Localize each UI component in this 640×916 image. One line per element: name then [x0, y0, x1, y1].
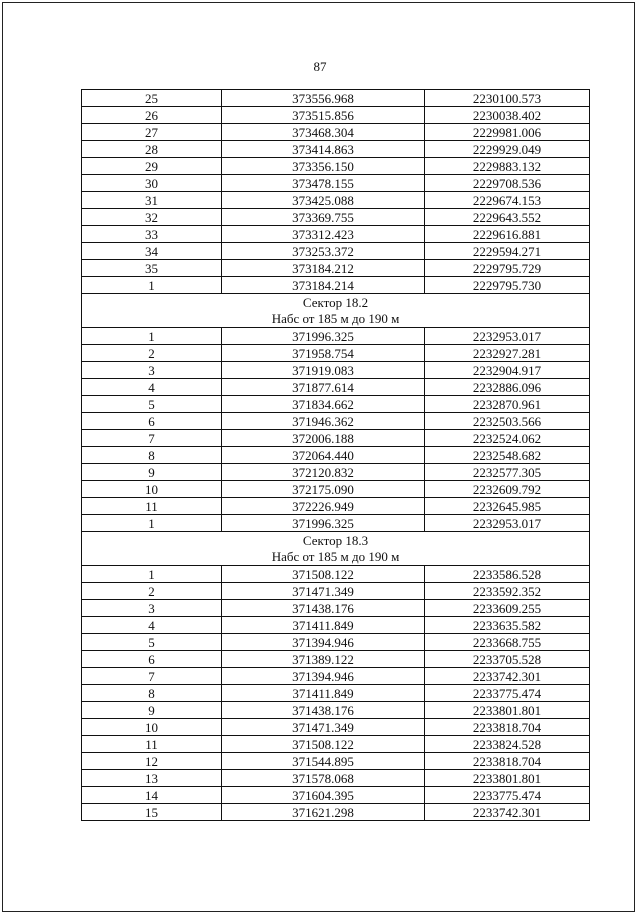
coordinates-table-body — [82, 90, 590, 821]
x-coordinate-cell: 373468.304 — [222, 124, 425, 141]
table-row — [82, 209, 590, 226]
point-number-cell: 1 — [82, 566, 222, 583]
x-coordinate-cell: 372226.949 — [222, 498, 425, 515]
x-coordinate-cell: 371919.083 — [222, 362, 425, 379]
sector-depth-range: Набс от 185 м до 190 м — [271, 310, 400, 326]
table-row — [82, 668, 590, 685]
table-row — [82, 685, 590, 702]
table-row — [82, 158, 590, 175]
sector-depth-range: Набс от 185 м до 190 м — [271, 548, 400, 564]
x-coordinate-cell: 371877.614 — [222, 379, 425, 396]
x-coordinate-cell: 371604.395 — [222, 787, 425, 804]
point-number-cell: 8 — [82, 685, 222, 702]
y-coordinate-cell: 2233592.352 — [425, 583, 590, 600]
x-coordinate-cell: 371578.068 — [222, 770, 425, 787]
y-coordinate-cell: 2229594.271 — [425, 243, 590, 260]
x-coordinate-cell: 371438.176 — [222, 600, 425, 617]
y-coordinate-cell: 2233818.704 — [425, 719, 590, 736]
x-coordinate-cell: 371394.946 — [222, 634, 425, 651]
y-coordinate-cell: 2229643.552 — [425, 209, 590, 226]
x-coordinate-cell: 373425.088 — [222, 192, 425, 209]
y-coordinate-cell: 2232524.062 — [425, 430, 590, 447]
y-coordinate-cell: 2233609.255 — [425, 600, 590, 617]
y-coordinate-cell: 2232904.917 — [425, 362, 590, 379]
y-coordinate-cell: 2232870.961 — [425, 396, 590, 413]
table-row — [82, 124, 590, 141]
table-row — [82, 447, 590, 464]
point-number-cell: 1 — [82, 328, 222, 345]
x-coordinate-cell: 371834.662 — [222, 396, 425, 413]
point-number-cell: 8 — [82, 447, 222, 464]
x-coordinate-cell: 371996.325 — [222, 515, 425, 532]
point-number-cell: 1 — [82, 277, 222, 294]
point-number-cell: 12 — [82, 753, 222, 770]
table-row — [82, 651, 590, 668]
table-row — [82, 515, 590, 532]
y-coordinate-cell: 2233775.474 — [425, 685, 590, 702]
x-coordinate-cell: 372006.188 — [222, 430, 425, 447]
sector-title: Сектор 18.3 — [302, 532, 369, 548]
sector-header-cell — [82, 294, 590, 328]
table-row — [82, 226, 590, 243]
table-row — [82, 736, 590, 753]
table-row — [82, 600, 590, 617]
point-number-cell: 30 — [82, 175, 222, 192]
table-row — [82, 396, 590, 413]
point-number-cell: 6 — [82, 413, 222, 430]
x-coordinate-cell: 373414.863 — [222, 141, 425, 158]
x-coordinate-cell: 373369.755 — [222, 209, 425, 226]
table-row — [82, 498, 590, 515]
point-number-cell: 10 — [82, 481, 222, 498]
x-coordinate-cell: 371958.754 — [222, 345, 425, 362]
point-number-cell: 3 — [82, 600, 222, 617]
table-row — [82, 107, 590, 124]
table-row — [82, 583, 590, 600]
y-coordinate-cell: 2233742.301 — [425, 668, 590, 685]
table-row — [82, 141, 590, 158]
x-coordinate-cell: 371411.849 — [222, 685, 425, 702]
point-number-cell: 9 — [82, 702, 222, 719]
y-coordinate-cell: 2233742.301 — [425, 804, 590, 821]
y-coordinate-cell: 2229708.536 — [425, 175, 590, 192]
table-row — [82, 770, 590, 787]
point-number-cell: 26 — [82, 107, 222, 124]
point-number-cell: 4 — [82, 379, 222, 396]
table-row — [82, 90, 590, 107]
x-coordinate-cell: 373253.372 — [222, 243, 425, 260]
table-row — [82, 260, 590, 277]
y-coordinate-cell: 2233824.528 — [425, 736, 590, 753]
x-coordinate-cell: 371621.298 — [222, 804, 425, 821]
point-number-cell: 35 — [82, 260, 222, 277]
x-coordinate-cell: 371394.946 — [222, 668, 425, 685]
point-number-cell: 13 — [82, 770, 222, 787]
point-number-cell: 25 — [82, 90, 222, 107]
y-coordinate-cell: 2232503.566 — [425, 413, 590, 430]
coordinates-table — [81, 89, 590, 821]
x-coordinate-cell: 371996.325 — [222, 328, 425, 345]
point-number-cell: 15 — [82, 804, 222, 821]
y-coordinate-cell: 2229616.881 — [425, 226, 590, 243]
point-number-cell: 29 — [82, 158, 222, 175]
table-row — [82, 379, 590, 396]
table-row — [82, 277, 590, 294]
point-number-cell: 2 — [82, 345, 222, 362]
table-row — [82, 345, 590, 362]
x-coordinate-cell: 372064.440 — [222, 447, 425, 464]
table-row — [82, 243, 590, 260]
x-coordinate-cell: 373556.968 — [222, 90, 425, 107]
point-number-cell: 14 — [82, 787, 222, 804]
point-number-cell: 2 — [82, 583, 222, 600]
point-number-cell: 7 — [82, 430, 222, 447]
x-coordinate-cell: 371508.122 — [222, 566, 425, 583]
table-row — [82, 702, 590, 719]
page-number: 87 — [313, 59, 327, 74]
x-coordinate-cell: 371508.122 — [222, 736, 425, 753]
point-number-cell: 10 — [82, 719, 222, 736]
sector-header-row — [82, 532, 590, 566]
x-coordinate-cell: 373184.214 — [222, 277, 425, 294]
point-number-cell: 11 — [82, 736, 222, 753]
y-coordinate-cell: 2229674.153 — [425, 192, 590, 209]
x-coordinate-cell: 373356.150 — [222, 158, 425, 175]
y-coordinate-cell: 2233586.528 — [425, 566, 590, 583]
y-coordinate-cell: 2232886.096 — [425, 379, 590, 396]
y-coordinate-cell: 2232548.682 — [425, 447, 590, 464]
y-coordinate-cell: 2229795.730 — [425, 277, 590, 294]
point-number-cell: 33 — [82, 226, 222, 243]
table-row — [82, 804, 590, 821]
table-row — [82, 464, 590, 481]
y-coordinate-cell: 2230100.573 — [425, 90, 590, 107]
y-coordinate-cell: 2232645.985 — [425, 498, 590, 515]
y-coordinate-cell: 2230038.402 — [425, 107, 590, 124]
x-coordinate-cell: 373184.212 — [222, 260, 425, 277]
y-coordinate-cell: 2233635.582 — [425, 617, 590, 634]
y-coordinate-cell: 2232953.017 — [425, 328, 590, 345]
y-coordinate-cell: 2233705.528 — [425, 651, 590, 668]
x-coordinate-cell: 371946.362 — [222, 413, 425, 430]
table-row — [82, 753, 590, 770]
x-coordinate-cell: 371544.895 — [222, 753, 425, 770]
y-coordinate-cell: 2229883.132 — [425, 158, 590, 175]
point-number-cell: 31 — [82, 192, 222, 209]
x-coordinate-cell: 371471.349 — [222, 719, 425, 736]
x-coordinate-cell: 373478.155 — [222, 175, 425, 192]
x-coordinate-cell: 371438.176 — [222, 702, 425, 719]
y-coordinate-cell: 2229981.006 — [425, 124, 590, 141]
point-number-cell: 3 — [82, 362, 222, 379]
y-coordinate-cell: 2233818.704 — [425, 753, 590, 770]
y-coordinate-cell: 2233775.474 — [425, 787, 590, 804]
point-number-cell: 32 — [82, 209, 222, 226]
point-number-cell: 27 — [82, 124, 222, 141]
table-row — [82, 175, 590, 192]
sector-header-cell — [82, 532, 590, 566]
y-coordinate-cell: 2229795.729 — [425, 260, 590, 277]
point-number-cell: 4 — [82, 617, 222, 634]
y-coordinate-cell: 2232609.792 — [425, 481, 590, 498]
table-row — [82, 362, 590, 379]
x-coordinate-cell: 371411.849 — [222, 617, 425, 634]
point-number-cell: 6 — [82, 651, 222, 668]
point-number-cell: 1 — [82, 515, 222, 532]
table-row — [82, 430, 590, 447]
point-number-cell: 11 — [82, 498, 222, 515]
y-coordinate-cell: 2233801.801 — [425, 702, 590, 719]
x-coordinate-cell: 371389.122 — [222, 651, 425, 668]
y-coordinate-cell: 2232953.017 — [425, 515, 590, 532]
sector-title: Сектор 18.2 — [302, 294, 369, 310]
table-row — [82, 481, 590, 498]
point-number-cell: 9 — [82, 464, 222, 481]
x-coordinate-cell: 373515.856 — [222, 107, 425, 124]
y-coordinate-cell: 2232577.305 — [425, 464, 590, 481]
table-row — [82, 192, 590, 209]
y-coordinate-cell: 2233668.755 — [425, 634, 590, 651]
x-coordinate-cell: 372120.832 — [222, 464, 425, 481]
x-coordinate-cell: 372175.090 — [222, 481, 425, 498]
sector-header-row — [82, 294, 590, 328]
table-row — [82, 634, 590, 651]
y-coordinate-cell: 2233801.801 — [425, 770, 590, 787]
table-row — [82, 413, 590, 430]
y-coordinate-cell: 2232927.281 — [425, 345, 590, 362]
point-number-cell: 5 — [82, 396, 222, 413]
x-coordinate-cell: 373312.423 — [222, 226, 425, 243]
y-coordinate-cell: 2229929.049 — [425, 141, 590, 158]
table-row — [82, 787, 590, 804]
table-row — [82, 617, 590, 634]
point-number-cell: 28 — [82, 141, 222, 158]
point-number-cell: 5 — [82, 634, 222, 651]
table-row — [82, 566, 590, 583]
point-number-cell: 34 — [82, 243, 222, 260]
x-coordinate-cell: 371471.349 — [222, 583, 425, 600]
table-row — [82, 719, 590, 736]
table-row — [82, 328, 590, 345]
point-number-cell: 7 — [82, 668, 222, 685]
